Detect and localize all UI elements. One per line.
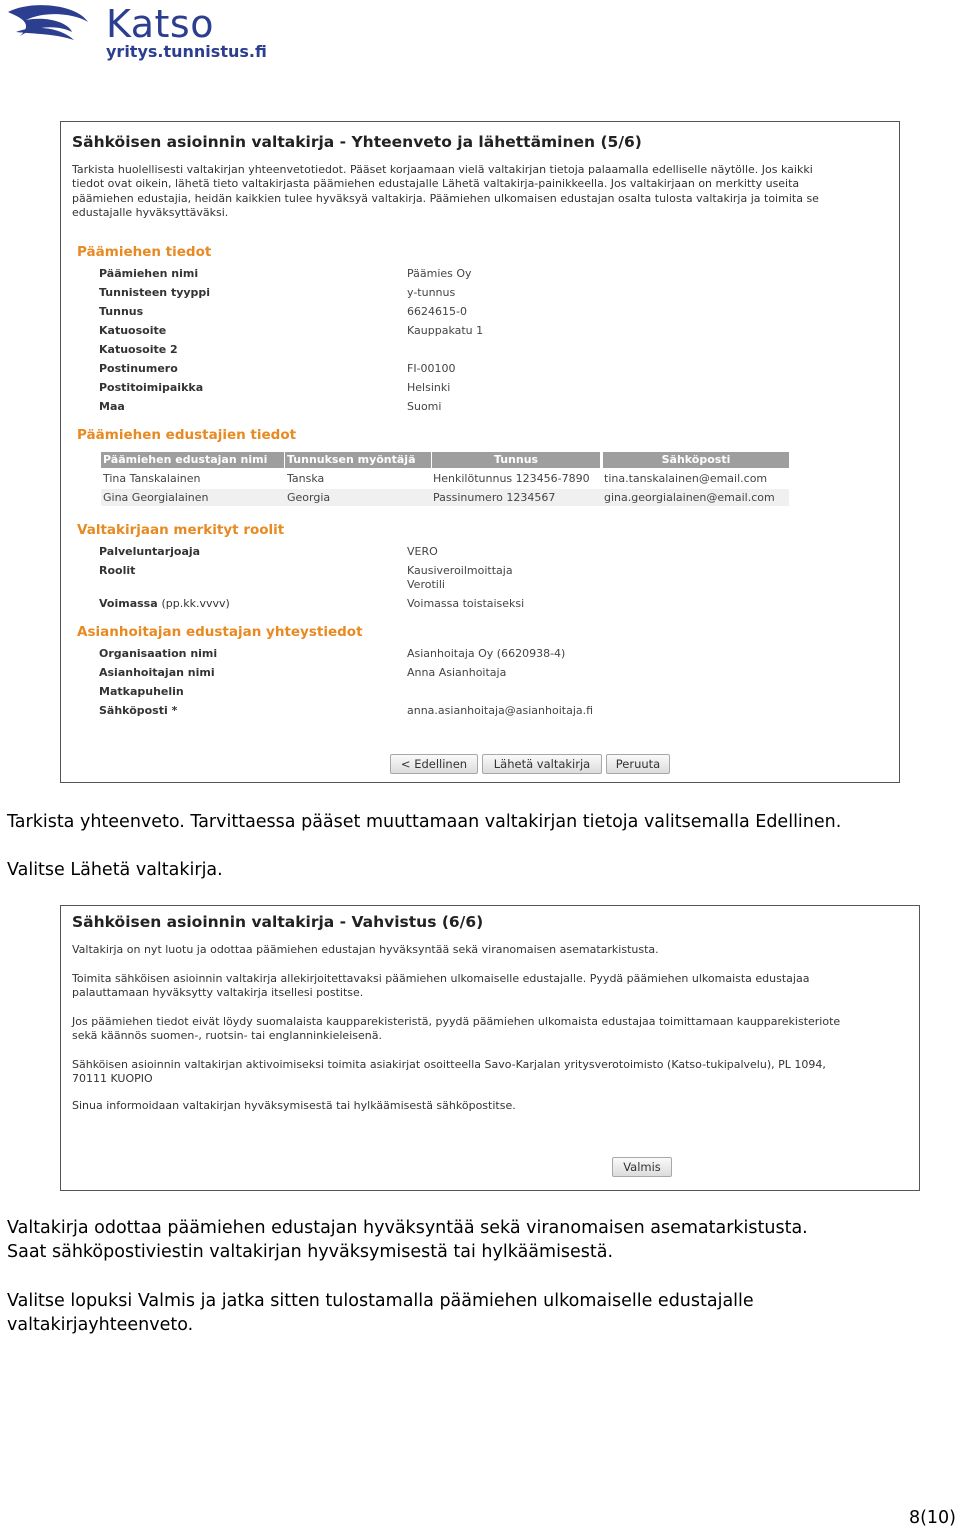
paragraph-line: Sähköisen asioinnin valtakirjan aktivoimiseksi toimita asiakirjat osoitteella Savo-Karjalan yritysverotoimisto (Katso-tukipalvelu), PL 1094, [72, 1058, 826, 1071]
representatives-heading: Päämiehen edustajien tiedot [77, 427, 297, 443]
table-header-cell: Tunnuksen myöntäjä [285, 452, 431, 468]
agent-row [61, 685, 899, 704]
paragraph-line: Jos päämiehen tiedot eivät löydy suomalaista kaupparekisteristä, pyydä päämiehen ulkomaista edustajaa toimittamaan kaupparekisteriote [72, 1015, 841, 1028]
cancel-button[interactable]: Peruuta [606, 754, 670, 774]
done-button[interactable]: Valmis [612, 1157, 672, 1177]
instruction-text: Valitse Lähetä valtakirja. [7, 860, 223, 880]
roles-row [61, 597, 899, 616]
row-label: Katuosoite 2 [99, 343, 178, 356]
agent-row [61, 704, 899, 723]
principal-row [61, 381, 899, 400]
table-cell: Gina Georgialainen [103, 491, 209, 504]
principal-heading: Päämiehen tiedot [77, 244, 212, 260]
row-label: Organisaation nimi [99, 647, 218, 660]
row-value: y-tunnus [407, 286, 456, 299]
intro-line: päämiehen edustajia, heidän kaikkien tulee hyväksyä valtakirja. Päämiehen ulkomaisen edustajan osalta tulosta valtakirja ja toimita se [72, 191, 819, 205]
paragraph-line: palauttamaan hyväksytty valtakirja itsellesi postitse. [72, 986, 364, 1000]
row-value: anna.asianhoitaja@asianhoitaja.fi [407, 704, 594, 717]
instruction-text: Saat sähköpostiviestin valtakirjan hyväksymisestä tai hylkäämisestä. [7, 1242, 614, 1262]
summary-screen [60, 121, 900, 783]
table-cell: Tina Tanskalainen [103, 472, 201, 485]
agent-contact-heading: Asianhoitajan edustajan yhteystiedot [77, 624, 363, 640]
roles-row [61, 578, 899, 597]
row-label: Maa [99, 400, 125, 413]
principal-row [61, 324, 899, 343]
summary-title: Sähköisen asioinnin valtakirja - Yhteenveto ja lähettäminen (5/6) [72, 133, 642, 151]
swoosh-logo-icon [6, 2, 96, 50]
paragraph-line: 70111 KUOPIO [72, 1072, 153, 1086]
agent-row [61, 647, 899, 666]
row-value: Helsinki [407, 381, 451, 394]
paragraph-line: Valtakirja on nyt luotu ja odottaa päämiehen edustajan hyväksyntää sekä viranomaisen asematarkistusta. [72, 943, 659, 956]
instruction-text: valtakirjayhteenveto. [7, 1315, 194, 1335]
table-header-cell: Päämiehen edustajan nimi [101, 452, 284, 468]
logo-wordmark: Katso [106, 2, 214, 46]
instruction-text: Valitse lopuksi Valmis ja jatka sitten tulostamalla päämiehen ulkomaiselle edustajalle [7, 1291, 754, 1311]
intro-line: Tarkista huolellisesti valtakirjan yhteenvetotiedot. Pääset korjaamaan vielä valtakirjan tietoja palaamalla edelliselle näytölle. Jos kaikki [72, 163, 813, 176]
roles-heading: Valtakirjaan merkityt roolit [77, 522, 285, 538]
row-label: Katuosoite [99, 324, 167, 337]
confirmation-paragraph [72, 1058, 909, 1087]
table-cell: gina.georgialainen@email.com [604, 491, 775, 504]
instruction-text: Valtakirja odottaa päämiehen edustajan hyväksyntää sekä viranomaisen asematarkistusta. [7, 1218, 808, 1238]
table-cell: Henkilötunnus 123456-7890 [433, 472, 590, 485]
send-authorization-button[interactable]: Lähetä valtakirja [482, 754, 602, 774]
row-value: Voimassa toistaiseksi [407, 597, 525, 610]
row-label: Palveluntarjoaja [99, 545, 201, 558]
principal-row [61, 343, 899, 362]
roles-row [61, 545, 899, 564]
table-cell: Georgia [287, 491, 331, 504]
intro-line: tiedot ovat oikein, lähetä tieto valtakirjasta päämiehen edustajalle Lähetä valtakirja-painikkeella. Jos valtakirjaan on merkitty useita [72, 177, 800, 191]
row-value: 6624615-0 [407, 305, 467, 318]
row-value: Anna Asianhoitaja [407, 666, 507, 679]
table-cell: tina.tanskalainen@email.com [604, 472, 768, 485]
row-value: Verotili [407, 578, 445, 591]
confirmation-paragraph [72, 1099, 909, 1113]
principal-row [61, 400, 899, 419]
principal-row [61, 267, 899, 286]
row-label: Päämiehen nimi [99, 267, 199, 280]
table-header-cell: Tunnus [432, 452, 600, 468]
row-label: Roolit [99, 564, 136, 577]
row-label: Tunnisteen tyyppi [99, 286, 211, 299]
table-cell: Passinumero 1234567 [433, 491, 556, 504]
principal-row [61, 362, 899, 381]
previous-button[interactable]: < Edellinen [390, 754, 478, 774]
intro-line: edustajalle hyväksyttäväksi. [72, 205, 229, 219]
confirmation-paragraph [72, 972, 909, 1001]
row-label: Matkapuhelin [99, 685, 184, 698]
row-label: Tunnus [99, 305, 144, 318]
row-label: Asianhoitajan nimi [99, 666, 215, 679]
table-header-cell: Sähköposti [603, 452, 789, 468]
confirmation-paragraph [72, 1015, 909, 1044]
agent-row [61, 666, 899, 685]
page-number: 8(10) [908, 1508, 956, 1528]
confirmation-title: Sähköisen asioinnin valtakirja - Vahvistus (6/6) [72, 913, 484, 931]
row-label: Postinumero [99, 362, 178, 375]
confirmation-screen [60, 905, 920, 1191]
row-label [99, 597, 230, 610]
row-label: Sähköposti * [99, 704, 178, 717]
date-format-hint: (pp.kk.vvvv) [161, 597, 230, 610]
paragraph-line: sekä käännös suomen-, ruotsin- tai englanninkieleisenä. [72, 1029, 382, 1043]
paragraph-line: Sinua informoidaan valtakirjan hyväksymisestä tai hylkäämisestä sähköpostitse. [72, 1099, 516, 1112]
table-cell: Tanska [287, 472, 325, 485]
validity-label: Voimassa [99, 597, 158, 610]
row-value: Asianhoitaja Oy (6620938-4) [407, 647, 566, 660]
summary-intro [72, 163, 889, 220]
confirmation-paragraph [72, 943, 909, 957]
logo-domain: yritys.tunnistus.fi [106, 42, 267, 61]
row-value: Kausiveroilmoittaja [407, 564, 513, 577]
row-value: Päämies Oy [407, 267, 472, 280]
paragraph-line: Toimita sähköisen asioinnin valtakirja allekirjoitettavaksi päämiehen ulkomaiselle edustajalle. Pyydä päämiehen ulkomaista edustajaa [72, 972, 810, 985]
instruction-text: Tarkista yhteenveto. Tarvittaessa pääset muuttamaan valtakirjan tietoja valitsemalla Edellinen. [7, 812, 842, 832]
katso-logo [6, 2, 267, 66]
row-value: VERO [407, 545, 438, 558]
row-label: Postitoimipaikka [99, 381, 204, 394]
row-value: FI-00100 [407, 362, 456, 375]
row-value: Kauppakatu 1 [407, 324, 484, 337]
principal-row [61, 286, 899, 305]
row-value: Suomi [407, 400, 442, 413]
principal-row [61, 305, 899, 324]
